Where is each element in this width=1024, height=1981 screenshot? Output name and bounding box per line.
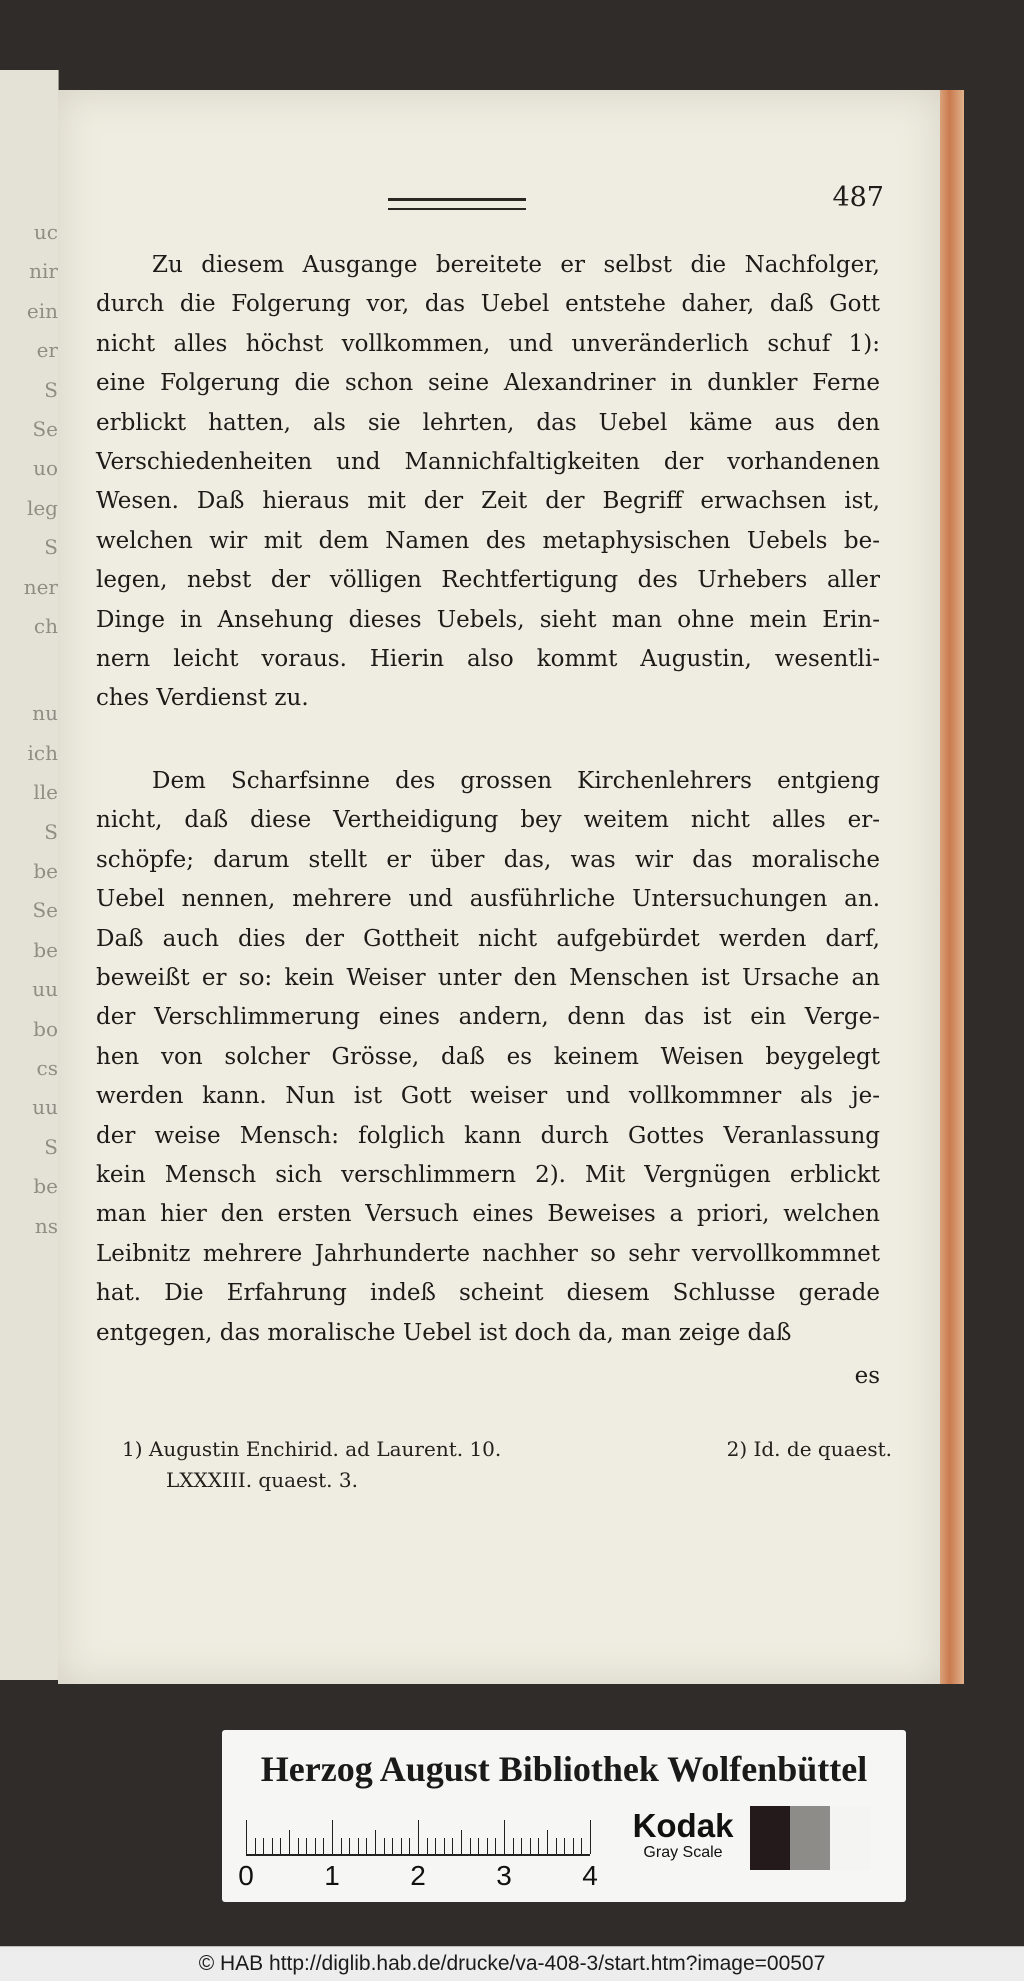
gray-swatch <box>790 1806 830 1870</box>
header-rule <box>388 198 526 210</box>
ruler-number: 2 <box>410 1860 426 1891</box>
left-page-fragment: bo <box>33 1016 58 1041</box>
text-line: nicht alles höchst vollkommen, und unveränderlich schuf 1): <box>96 330 880 357</box>
paragraph-1 <box>96 246 880 719</box>
paragraph-2 <box>96 762 880 1353</box>
ruler-tick <box>538 1838 539 1854</box>
ruler-tick <box>590 1820 591 1854</box>
text-line: schöpfe; darum stellt er über das, was wir das moralische <box>96 846 880 873</box>
text-line: werden kann. Nun ist Gott weiser und vollkommner als je- <box>96 1083 880 1110</box>
ruler-bar <box>246 1854 590 1856</box>
left-page-fragment: nir <box>29 259 58 284</box>
text-line: Wesen. Daß hieraus mit der Zeit der Begriff erwachsen ist, <box>96 488 880 515</box>
ruler-number: 3 <box>496 1860 512 1891</box>
left-page-fragment: be <box>33 937 58 962</box>
left-page-fragment: nu <box>32 701 58 726</box>
text-line: Verschiedenheiten und Mannichfaltigkeiten der vorhandenen <box>96 449 880 476</box>
footnotes <box>122 1434 892 1496</box>
ruler-tick <box>444 1838 445 1854</box>
ruler-tick <box>306 1838 307 1854</box>
text-line: Uebel nennen, mehrere und ausführliche Untersuchungen an. <box>96 886 880 913</box>
ruler-tick <box>513 1838 514 1854</box>
text-line: beweißt er so: kein Weiser unter den Menschen ist Ursache an <box>96 965 880 992</box>
ruler-tick <box>375 1830 376 1854</box>
ruler-tick <box>487 1838 488 1854</box>
ruler-tick <box>332 1820 333 1854</box>
ruler-tick <box>547 1830 548 1854</box>
ruler-tick <box>323 1838 324 1854</box>
text-line: entgegen, das moralische Uebel ist doch da, man zeige daß <box>96 1319 792 1346</box>
text-line: erblickt hatten, als sie lehrten, das Uebel käme aus den <box>96 409 880 436</box>
ruler-number: 1 <box>324 1860 340 1891</box>
kodak-sub: Gray Scale <box>643 1844 723 1861</box>
left-page-fragment: ein <box>26 298 58 323</box>
left-page-fragment: ner <box>23 574 58 599</box>
ruler-tick <box>573 1838 574 1854</box>
ruler-tick <box>392 1838 393 1854</box>
footnote-1: 1) Augustin Enchirid. ad Laurent. 10. <box>122 1437 502 1461</box>
ruler-tick <box>315 1838 316 1854</box>
ruler-tick <box>452 1838 453 1854</box>
left-page-fragment: ch <box>33 614 58 638</box>
ruler-tick <box>341 1838 342 1854</box>
kodak-brand: Kodak <box>632 1807 734 1844</box>
left-page-fragment: S <box>44 819 58 844</box>
ruler-tick <box>272 1838 273 1854</box>
text-line: hat. Die Erfahrung indeß scheint diesem Schlusse gerade <box>96 1280 880 1307</box>
ruler-tick <box>530 1838 531 1854</box>
ruler-tick <box>255 1838 256 1854</box>
left-page-fragment: er <box>36 338 58 363</box>
footer-bar <box>0 1946 1024 1981</box>
left-page-fragment: ns <box>34 1213 58 1238</box>
text-line: nern leicht voraus. Hierin also kommt Augustin, wesentli- <box>96 646 880 673</box>
left-page-fragment: leg <box>26 495 58 520</box>
ruler-tick <box>435 1838 436 1854</box>
left-page-fragment: be <box>33 859 58 883</box>
left-page-margin <box>0 70 59 1680</box>
copyright-link[interactable]: © HAB http://diglib.hab.de/drucke/va-408-3/start.htm?image=00507 <box>198 1952 826 1975</box>
left-page-fragment: S <box>44 377 58 402</box>
left-page-fragment: Se <box>32 417 58 441</box>
gray-scale-swatches <box>750 1806 870 1870</box>
text-line: durch die Folgerung vor, das Uebel entstehe daher, daß Gott <box>96 291 880 318</box>
text-line: Dinge in Ansehung dieses Uebels, sieht man ohne mein Erin- <box>96 606 880 633</box>
text-line: eine Folgerung die schon seine Alexandriner in dunkler Ferne <box>96 370 880 397</box>
ruler-tick <box>384 1838 385 1854</box>
book-page <box>58 90 940 1684</box>
page-edge <box>940 90 964 1684</box>
ruler-tick <box>461 1830 462 1854</box>
ruler-tick <box>358 1838 359 1854</box>
left-page-fragment: cs <box>36 1056 58 1080</box>
ruler-tick <box>521 1838 522 1854</box>
ruler-tick <box>581 1838 582 1854</box>
footnote-2: 2) Id. de quaest. <box>726 1437 892 1461</box>
text-line: der Verschlimmerung eines andern, denn das ist ein Verge- <box>96 1004 880 1031</box>
text-line: ches Verdienst zu. <box>96 685 309 712</box>
ruler-tick <box>504 1820 505 1854</box>
ruler-tick <box>349 1838 350 1854</box>
text-line: Zu diesem Ausgange bereitete er selbst die Nachfolger, <box>152 252 880 278</box>
left-page-fragment: uc <box>33 220 58 244</box>
ruler <box>238 1806 606 1896</box>
left-page-fragment: uu <box>32 977 58 1002</box>
text-line: kein Mensch sich verschlimmern 2). Mit Vergnügen erblickt <box>96 1162 880 1189</box>
text-line: Leibnitz mehrere Jahrhunderte nachher so sehr vervollkommnet <box>96 1240 880 1267</box>
ruler-tick <box>280 1838 281 1854</box>
gray-swatch <box>830 1806 870 1870</box>
left-page-fragment: lle <box>33 780 58 805</box>
text-line: hen von solcher Grösse, daß es keinem Weisen beygelegt <box>96 1043 880 1070</box>
left-page-fragment: uo <box>33 456 58 481</box>
ruler-tick <box>366 1838 367 1854</box>
ruler-tick <box>409 1838 410 1854</box>
ruler-tick <box>564 1838 565 1854</box>
ruler-tick <box>418 1820 419 1854</box>
left-page-fragment: uu <box>32 1095 58 1120</box>
ruler-tick <box>246 1820 247 1854</box>
ruler-number: 0 <box>238 1860 254 1891</box>
ruler-tick <box>470 1838 471 1854</box>
catchword: es <box>854 1363 880 1389</box>
left-page-fragment: S <box>44 535 58 560</box>
ruler-tick <box>495 1838 496 1854</box>
left-page-fragment: Se <box>32 898 58 923</box>
left-page-fragment: be <box>33 1174 58 1199</box>
ruler-tick <box>556 1838 557 1854</box>
gray-swatch <box>750 1806 790 1870</box>
ruler-tick <box>401 1838 402 1854</box>
kodak-logo <box>620 1808 746 1862</box>
ruler-tick <box>298 1838 299 1854</box>
library-title: Herzog August Bibliothek Wolfenbüttel <box>260 1749 868 1789</box>
text-line: der weise Mensch: folglich kann durch Gottes Veranlassung <box>96 1122 880 1149</box>
left-page-fragment: S <box>44 1134 58 1159</box>
text-line: Dem Scharfsinne des grossen Kirchenlehrers entgieng <box>152 768 880 794</box>
footnote-continuation: LXXXIII. quaest. 3. <box>166 1468 358 1492</box>
ruler-tick <box>263 1838 264 1854</box>
left-page-fragment: ich <box>27 740 58 765</box>
text-line: man hier den ersten Versuch eines Beweises a priori, welchen <box>96 1201 880 1228</box>
text-line: welchen wir mit dem Namen des metaphysischen Uebels be- <box>96 527 880 554</box>
calibration-card <box>222 1730 906 1902</box>
text-line: nicht, daß diese Vertheidigung bey weitem nicht alles er- <box>96 807 880 834</box>
text-line: legen, nebst der völligen Rechtfertigung des Urhebers aller <box>96 567 880 594</box>
text-line: Daß auch dies der Gottheit nicht aufgebürdet werden darf, <box>96 925 880 952</box>
ruler-tick <box>289 1830 290 1854</box>
ruler-tick <box>478 1838 479 1854</box>
ruler-tick <box>427 1838 428 1854</box>
page-number: 487 <box>832 182 884 213</box>
ruler-number: 4 <box>582 1860 598 1891</box>
